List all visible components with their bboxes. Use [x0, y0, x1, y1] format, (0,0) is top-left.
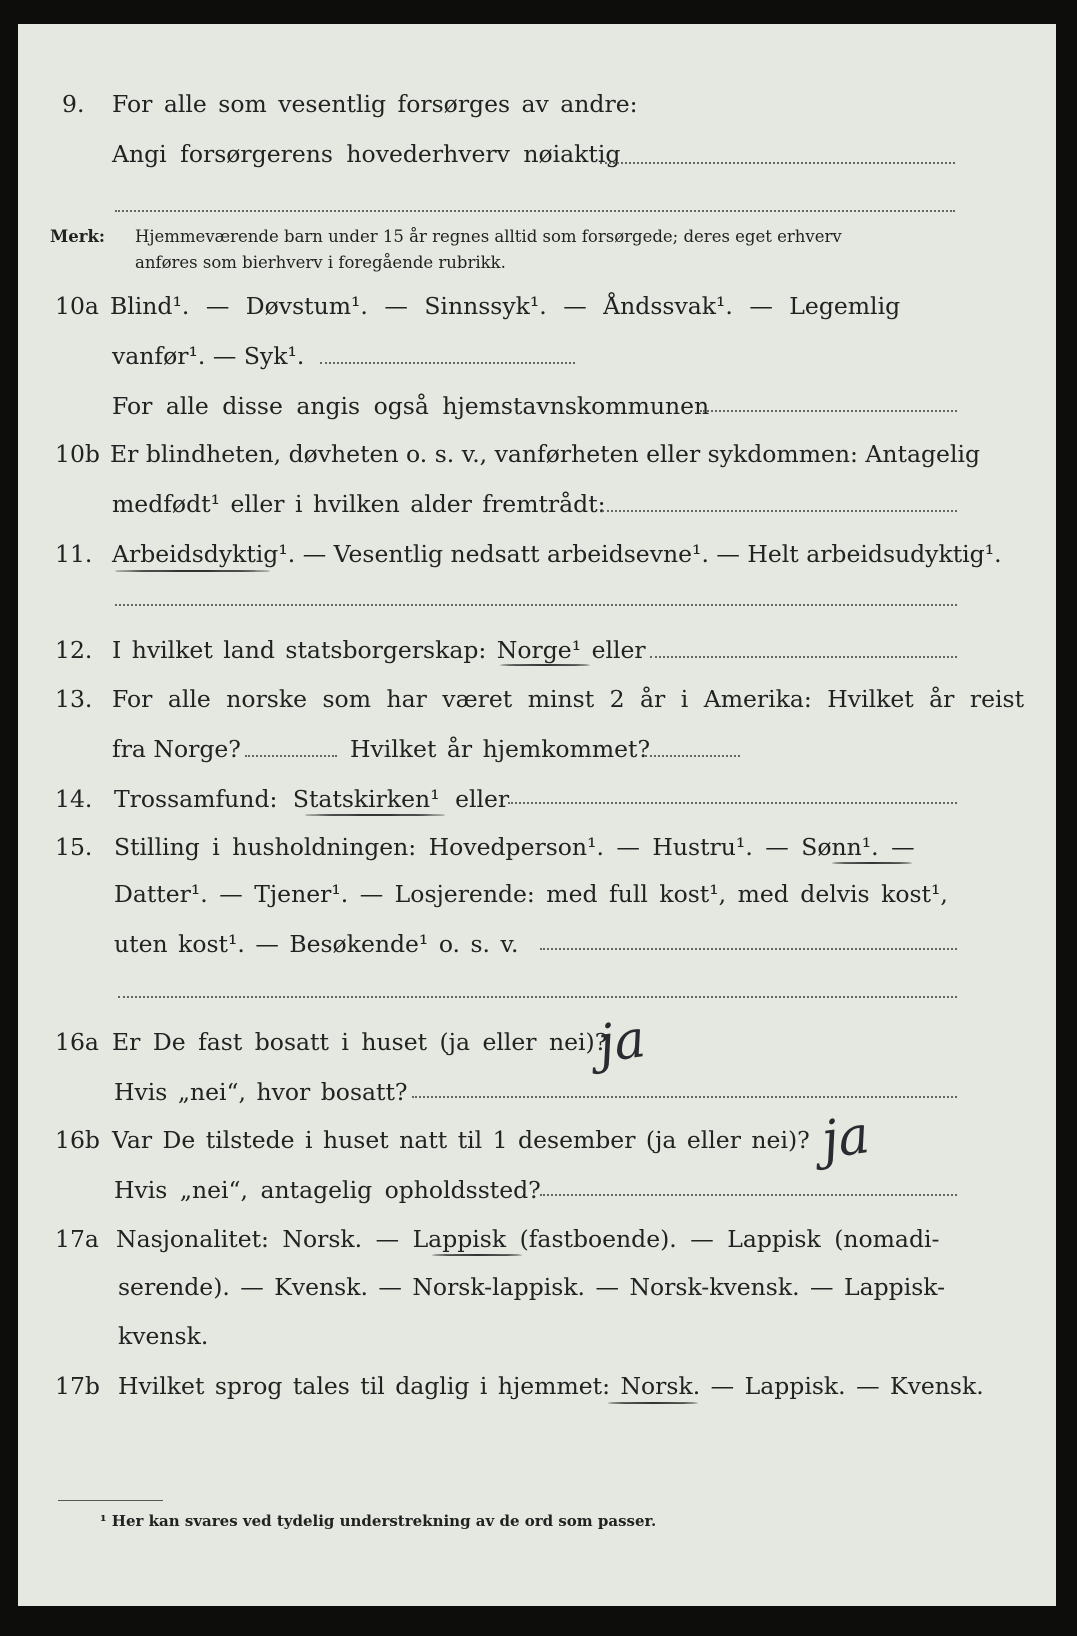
underline-mark	[432, 1254, 522, 1256]
item-text: Trossamfund: Statskirken¹ eller	[114, 785, 510, 813]
item-number: 10b	[55, 440, 100, 468]
item-text: Stilling i husholdningen: Hovedperson¹. — Hustru¹. — Sønn¹. —	[114, 833, 915, 861]
underline-mark	[832, 862, 912, 864]
note-text: anføres som bierhverv i foregående rubrikk.	[135, 253, 506, 272]
answer-line[interactable]	[508, 802, 957, 804]
item-text: Blind¹. — Døvstum¹. — Sinnssyk¹. — Åndssvak¹. — Legemlig	[110, 292, 901, 320]
item-text: Hvis „nei“, antagelig opholdssted?	[114, 1176, 541, 1204]
footnote: ¹ Her kan svares ved tydelig understrekning av de ord som passer.	[100, 1512, 657, 1530]
item-text: Er De fast bosatt i huset (ja eller nei)?	[112, 1028, 608, 1056]
underline-mark	[500, 664, 590, 666]
item-text: serende). — Kvensk. — Norsk-lappisk. — Norsk-kvensk. — Lappisk-	[118, 1273, 946, 1301]
answer-line[interactable]	[540, 948, 957, 950]
item-text: Var De tilstede i huset natt til 1 desember (ja eller nei)?	[112, 1126, 810, 1154]
answer-line[interactable]	[115, 210, 955, 212]
item-text: I hvilket land statsborgerskap: Norge¹ eller	[112, 636, 646, 664]
item-number: 16a	[55, 1028, 99, 1056]
handwritten-answer: ja	[594, 1009, 650, 1075]
item-text: Datter¹. — Tjener¹. — Losjerende: med full kost¹, med delvis kost¹,	[114, 880, 948, 908]
answer-line[interactable]	[650, 656, 957, 658]
footnote-rule	[58, 1500, 163, 1501]
item-text: Hvis „nei“, hvor bosatt?	[114, 1078, 408, 1106]
item-text: Nasjonalitet: Norsk. — Lappisk (fastboende). — Lappisk (nomadi-	[116, 1225, 940, 1253]
underline-mark	[305, 814, 445, 816]
answer-line[interactable]	[700, 410, 957, 412]
note-text: Hjemmeværende barn under 15 år regnes alltid som forsørgede; deres eget erhverv	[135, 227, 842, 246]
item-text: For alle disse angis også hjemstavnskommunen	[112, 392, 710, 420]
item-number: 15.	[55, 833, 93, 861]
answer-line[interactable]	[412, 1096, 957, 1098]
item-number: 10a	[55, 292, 99, 320]
item-text: Hvilket sprog tales til daglig i hjemmet: Norsk. — Lappisk. — Kvensk.	[118, 1372, 984, 1400]
answer-line[interactable]	[115, 604, 957, 606]
item-text: Arbeidsdyktig¹. — Vesentlig nedsatt arbeidsevne¹. — Helt arbeidsudyktig¹.	[112, 540, 1002, 568]
answer-line[interactable]	[118, 996, 957, 998]
item-number: 17a	[55, 1225, 99, 1253]
item-number: 16b	[55, 1126, 100, 1154]
handwritten-answer: ja	[818, 1105, 874, 1171]
item-text: Hvilket år hjemkommet?	[350, 735, 651, 763]
underline-mark	[608, 1402, 698, 1404]
answer-line[interactable]	[602, 510, 957, 512]
item-number: 12.	[55, 636, 93, 664]
underline-mark	[115, 570, 270, 572]
answer-line[interactable]	[600, 162, 955, 164]
item-number: 11.	[55, 540, 93, 568]
answer-line[interactable]	[645, 755, 740, 757]
item-text: uten kost¹. — Besøkende¹ o. s. v.	[114, 930, 519, 958]
item-text: For alle som vesentlig forsørges av andre:	[112, 90, 638, 118]
item-text: Er blindheten, døvheten o. s. v., vanførheten eller sykdommen: Antagelig	[110, 440, 981, 468]
item-text: vanfør¹. — Syk¹.	[112, 342, 305, 370]
item-text: kvensk.	[118, 1322, 209, 1350]
item-number: 9.	[62, 90, 85, 118]
item-number: 17b	[55, 1372, 100, 1400]
item-text: medfødt¹ eller i hvilken alder fremtrådt:	[112, 490, 606, 518]
item-number: 13.	[55, 685, 93, 713]
answer-line[interactable]	[540, 1194, 957, 1196]
note-label: Merk:	[50, 227, 105, 246]
answer-line[interactable]	[320, 362, 575, 364]
item-text: For alle norske som har været minst 2 år i Amerika: Hvilket år reist	[112, 685, 1025, 713]
item-text: Angi forsørgerens hovederhverv nøiaktig	[112, 140, 621, 168]
item-number: 14.	[55, 785, 93, 813]
item-text: fra Norge?	[112, 735, 241, 763]
answer-line[interactable]	[245, 755, 337, 757]
